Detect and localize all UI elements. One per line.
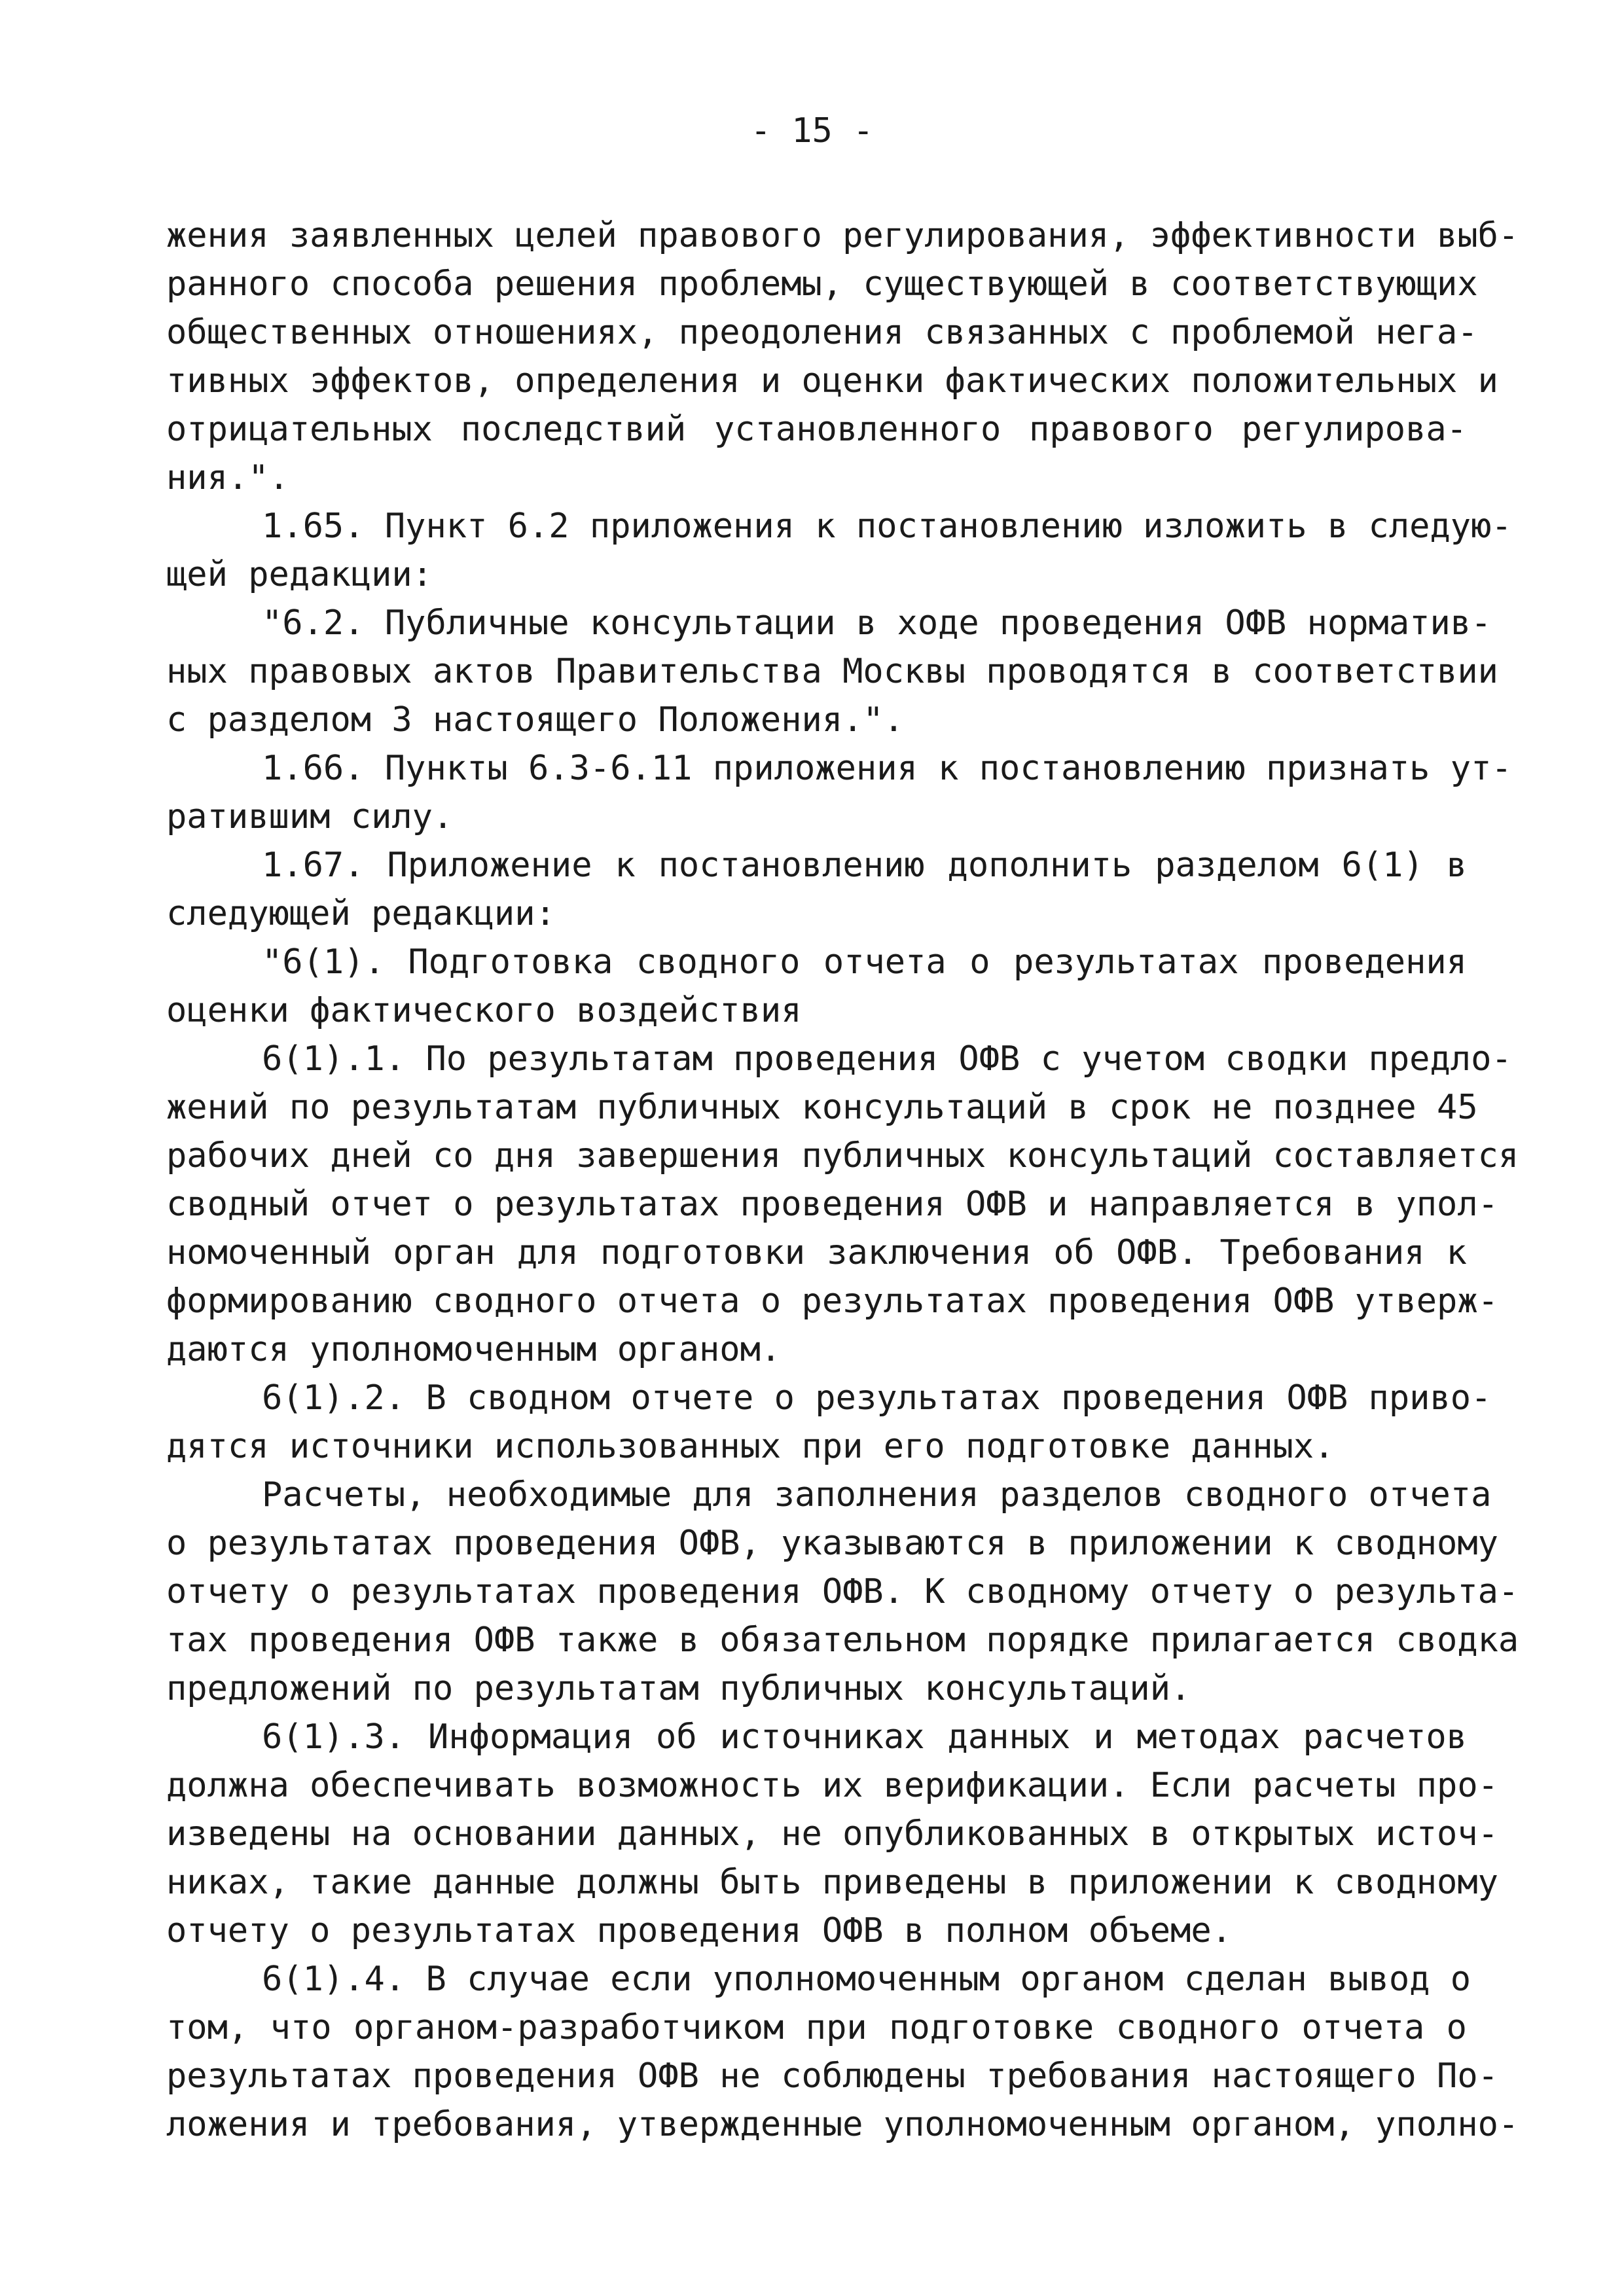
paragraph-start-line: 1.66. Пункты 6.3-6.11 приложения к постановлению признать ут- xyxy=(262,749,1512,788)
text-line: сводный отчет о результатах проведения ОФВ и направляется в упол- xyxy=(166,1185,1498,1224)
paragraph-start-line: 6(1).4. В случае если уполномоченным органом сделан вывод о xyxy=(262,1960,1471,1999)
text-line: тах проведения ОФВ также в обязательном порядке прилагается сводка xyxy=(166,1621,1519,1660)
text-line: рабочих дней со дня завершения публичных консультаций составляется xyxy=(166,1136,1519,1175)
text-line: ложения и требования, утвержденные уполномоченным органом, уполно- xyxy=(166,2105,1519,2144)
text-line: жения заявленных целей правового регулирования, эффективности выб- xyxy=(166,216,1519,255)
text-line: о результатах проведения ОФВ, указываются в приложении к сводному xyxy=(166,1524,1498,1563)
text-line: ратившим силу. xyxy=(166,797,454,836)
paragraph-start-line: 6(1).3. Информация об источниках данных и методах расчетов xyxy=(262,1717,1467,1757)
text-line: тивных эффектов, определения и оценки фактических положительных и xyxy=(166,361,1498,401)
text-line: щей редакции: xyxy=(166,555,433,594)
text-line: никах, такие данные должны быть приведены в приложении к сводному xyxy=(166,1863,1498,1902)
paragraph-start-line: "6.2. Публичные консультации в ходе проведения ОФВ норматив- xyxy=(262,603,1492,643)
text-line: ных правовых актов Правительства Москвы проводятся в соответствии xyxy=(166,652,1498,691)
text-line: отчету о результатах проведения ОФВ в полном объеме. xyxy=(166,1911,1232,1950)
text-line: том, что органом-разработчиком при подготовке сводного отчета о xyxy=(166,2008,1467,2047)
paragraph-start-line: 1.65. Пункт 6.2 приложения к постановлению изложить в следую- xyxy=(262,507,1512,546)
paragraph-start-line: 6(1).2. В сводном отчете о результатах проведения ОФВ приво- xyxy=(262,1378,1492,1418)
text-line: даются уполномоченным органом. xyxy=(166,1330,782,1369)
text-line: результатах проведения ОФВ не соблюдены требования настоящего По- xyxy=(166,2056,1498,2096)
paragraph-start-line: 1.67. Приложение к постановлению дополнить разделом 6(1) в xyxy=(262,846,1467,885)
paragraph-start-line: 6(1).1. По результатам проведения ОФВ с учетом сводки предло- xyxy=(262,1039,1512,1079)
text-line: общественных отношениях, преодоления связанных с проблемой нега- xyxy=(166,313,1478,352)
text-line: номоченный орган для подготовки заключения об ОФВ. Требования к xyxy=(166,1233,1467,1272)
text-line: ранного способа решения проблемы, существующей в соответствующих xyxy=(166,264,1478,304)
text-line: отрицательных последствий установленного правового регулирова- xyxy=(166,410,1467,449)
text-line: изведены на основании данных, не опубликованных в открытых источ- xyxy=(166,1814,1498,1854)
text-line: формированию сводного отчета о результатах проведения ОФВ утверж- xyxy=(166,1282,1498,1321)
text-line: должна обеспечивать возможность их верификации. Если расчеты про- xyxy=(166,1766,1498,1805)
text-line: дятся источники использованных при его подготовке данных. xyxy=(166,1427,1335,1466)
page-number: - 15 - xyxy=(750,111,874,151)
text-line: отчету о результатах проведения ОФВ. К сводному отчету о результа- xyxy=(166,1572,1519,1611)
paragraph-start-line: Расчеты, необходимые для заполнения разделов сводного отчета xyxy=(262,1475,1492,1515)
text-line: жений по результатам публичных консультаций в срок не позднее 45 xyxy=(166,1088,1478,1127)
text-line: ния.". xyxy=(166,458,289,497)
text-line: следующей редакции: xyxy=(166,894,556,933)
text-line: предложений по результатам публичных консультаций. xyxy=(166,1669,1191,1708)
section-heading-line: оценки фактического воздействия xyxy=(166,991,802,1030)
section-heading-line: "6(1). Подготовка сводного отчета о результатах проведения xyxy=(262,942,1467,982)
text-line: с разделом 3 настоящего Положения.". xyxy=(166,700,905,740)
